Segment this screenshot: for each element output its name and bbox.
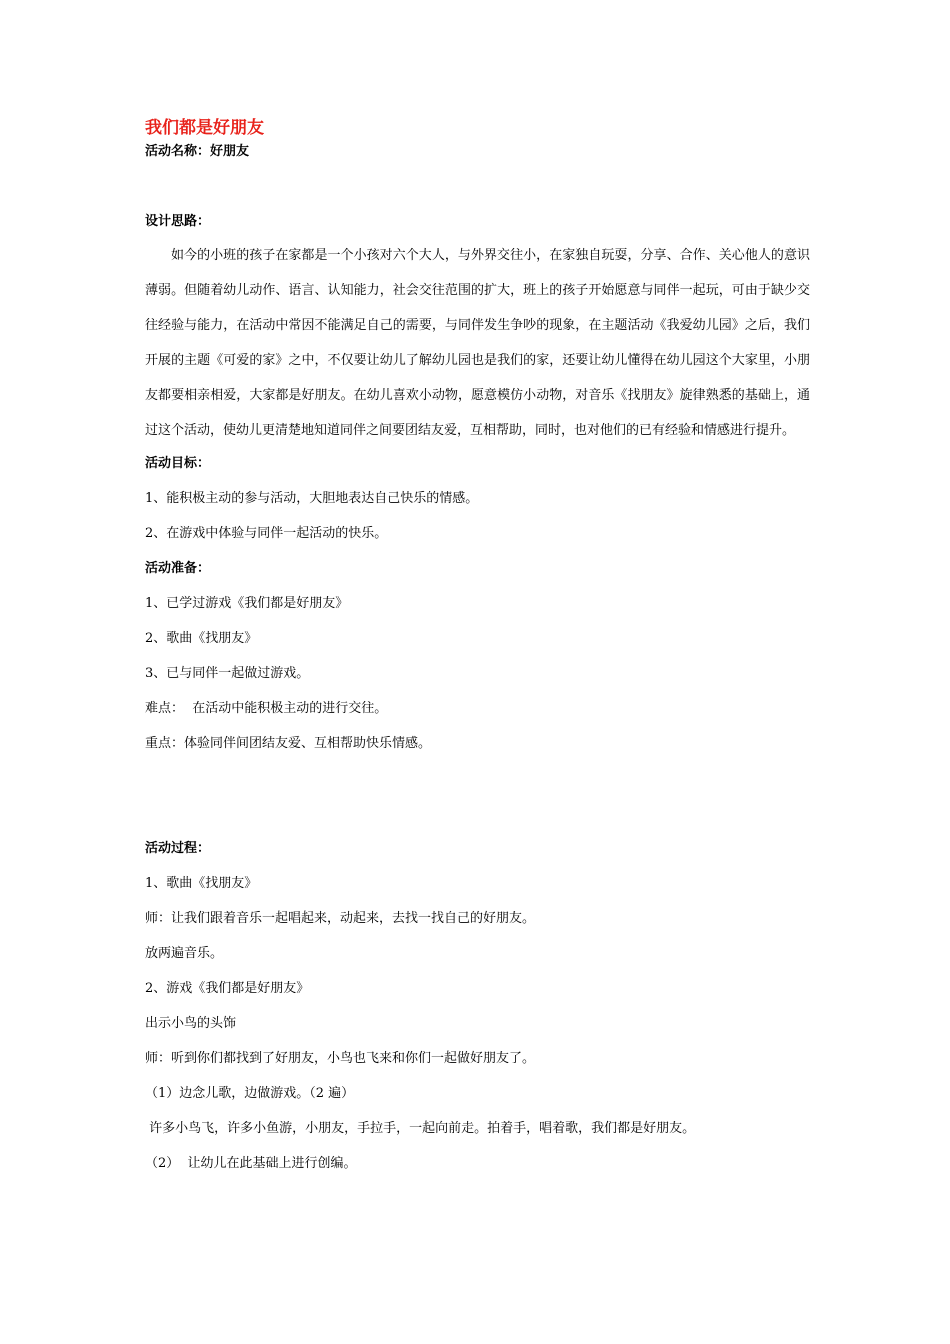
prep-item: 2、歌曲《找朋友》 xyxy=(145,631,258,646)
design-paragraph: 如今的小班的孩子在家都是一个小孩对六个大人，与外界交往小，在家独自玩耍，分享、合作、关心他人的意识薄弱。但随着幼儿动作、语言、认知能力，社会交往范围的扩大，班上的孩子开始愿意与同伴一起玩，可由于缺少交往经验与能力，在活动中常因不能满足自己的需要，与同伴发生争吵的现象，在主题活动《我爱幼儿园》之后，我们开展的主题《可爱的家》之中，不仅要让幼儿了解幼儿园也是我们的家，还要让幼儿懂得在幼儿园这个大家里，小朋友都要相亲相爱，大家都是好朋友。在幼儿喜欢小动物，愿意模仿小动物，对音乐《找朋友》旋律熟悉的基础上，通过这个活动，使幼儿更清楚地知道同伴之间要团结友爱，互相帮助，同时，也对他们的已有经验和情感进行提升。 xyxy=(145,248,810,438)
design-heading: 设计思路： xyxy=(145,214,211,229)
process-step: 师：听到你们都找到了好朋友，小鸟也飞来和你们一起做好朋友了。 xyxy=(145,1051,536,1066)
goal-item: 1、能积极主动的参与活动，大胆地表达自己快乐的情感。 xyxy=(145,491,479,506)
goal-item: 2、在游戏中体验与同伴一起活动的快乐。 xyxy=(145,526,388,541)
process-step: （1）边念儿歌，边做游戏。（2 遍） xyxy=(145,1086,355,1101)
difficulty-line: 难点： 在活动中能积极主动的进行交往。 xyxy=(145,701,388,716)
process-step: 放两遍音乐。 xyxy=(145,946,224,961)
prep-item: 3、已与同伴一起做过游戏。 xyxy=(145,666,310,681)
process-step: 出示小鸟的头饰 xyxy=(145,1016,237,1031)
process-step: 1、歌曲《找朋友》 xyxy=(145,876,258,891)
document-title: 我们都是好朋友 xyxy=(145,118,264,138)
goals-heading: 活动目标： xyxy=(145,456,211,471)
prep-item: 1、已学过游戏《我们都是好朋友》 xyxy=(145,596,349,611)
document-page xyxy=(145,114,810,1174)
activity-name: 活动名称：好朋友 xyxy=(145,144,250,159)
process-step: （2） 让幼儿在此基础上进行创编。 xyxy=(145,1156,357,1171)
process-step: 师：让我们跟着音乐一起唱起来，动起来，去找一找自己的好朋友。 xyxy=(145,911,536,926)
focus-line: 重点：体验同伴间团结友爱、互相帮助快乐情感。 xyxy=(145,736,432,751)
process-heading: 活动过程： xyxy=(145,841,211,856)
process-step: 2、游戏《我们都是好朋友》 xyxy=(145,981,310,996)
process-step: 许多小鸟飞，许多小鱼游，小朋友，手拉手，一起向前走。拍着手，唱着歌，我们都是好朋友。 xyxy=(145,1121,696,1136)
prep-heading: 活动准备： xyxy=(145,561,211,576)
